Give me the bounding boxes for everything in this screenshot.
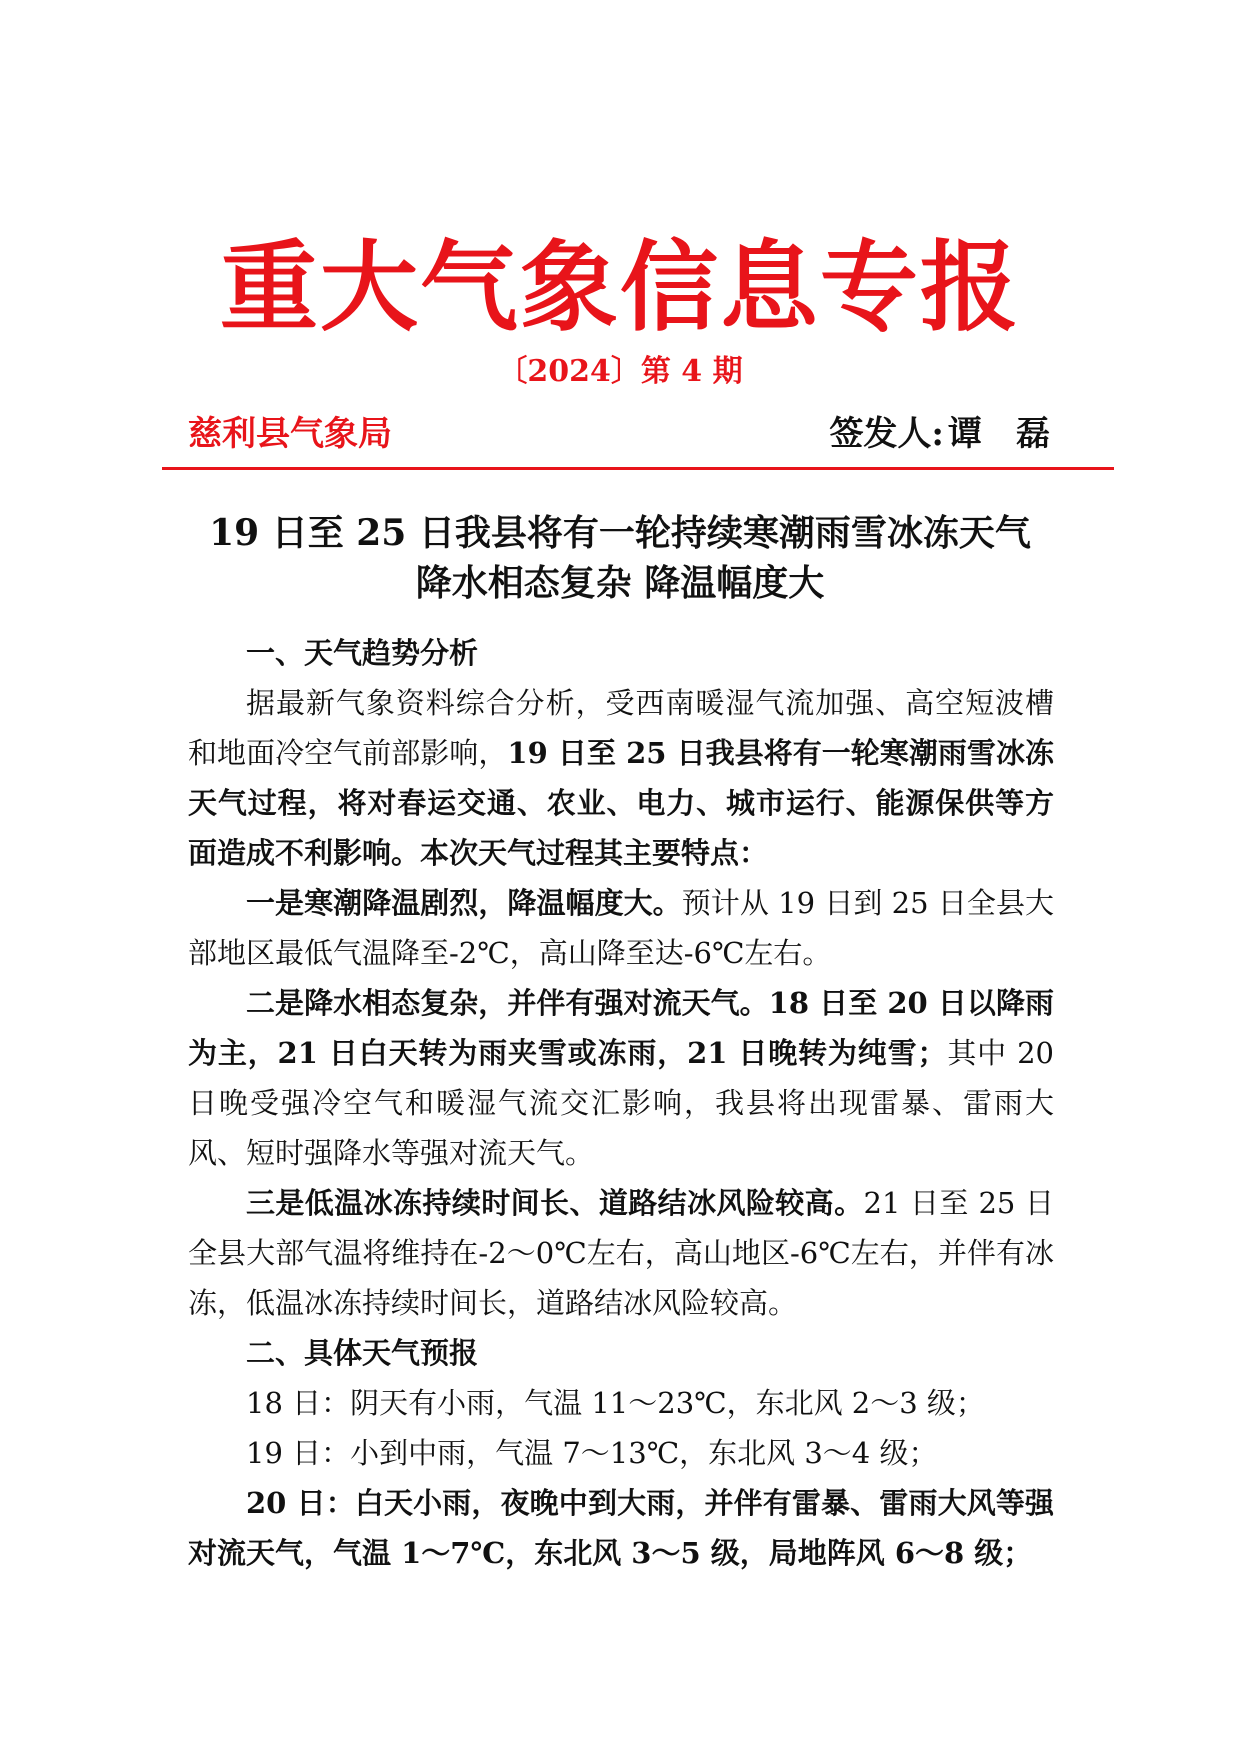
signer-name: 谭 磊	[948, 414, 1050, 454]
section-heading-trend: 一、天气趋势分析	[246, 636, 479, 670]
feature-2-title: 二是降水相态复杂，并伴有强对流天气。18 日至 20 日以降雨为主，21 日白天转为雨夹雪或冻雨，21 日晚转为纯雪；	[188, 986, 1054, 1070]
headline	[0, 508, 1240, 608]
paragraph-overview	[188, 678, 1054, 878]
feature-1-title: 一是寒潮降温剧烈，降温幅度大。	[246, 886, 682, 920]
header-divider	[162, 467, 1114, 470]
feature-1-text: 预计从 19 日到 25 日全县大部地区最低气温降至-2℃，高山降至达-6℃左右。	[188, 886, 1054, 970]
paragraph-feature-1	[188, 878, 1054, 978]
report-title: 重大气象信息专报	[219, 231, 1020, 345]
feature-2-text: 其中 20 日晚受强冷空气和暖湿气流交汇影响，我县将出现雷暴、雷雨大风、短时强降水等强对流天气。	[188, 1036, 1055, 1170]
section-heading-forecast: 二、具体天气预报	[246, 1336, 479, 1370]
signer-label: 签发人:	[829, 414, 944, 454]
signer	[829, 412, 1050, 456]
forecast-day-19: 19 日：小到中雨，气温 7～13℃，东北风 3～4 级；	[246, 1436, 938, 1470]
overview-key-statement: 19 日至 25 日我县将有一轮寒潮雨雪冰冻天气过程，将对春运交通、农业、电力、城市运行、能源保供等方面造成不利影响。	[188, 736, 1054, 870]
headline-line-2: 降水相态复杂 降温幅度大	[415, 562, 825, 604]
feature-3-title: 三是低温冰冻持续时间长、道路结冰风险较高。	[246, 1186, 864, 1220]
feature-3-text: 21 日至 25 日全县大部气温将维持在-2～0℃左右，高山地区-6℃左右，并伴有冰冻，低温冰冻持续时间长，道路结冰风险较高。	[188, 1186, 1054, 1320]
issuing-agency: 慈利县气象局	[188, 414, 392, 454]
forecast-day-18: 18 日：阴天有小雨，气温 11～23℃，东北风 2～3 级；	[246, 1386, 985, 1420]
overview-features-lead: 本次天气过程其主要特点：	[420, 836, 769, 870]
paragraph-feature-3	[188, 1178, 1054, 1328]
forecast-day-20: 20 日：白天小雨，夜晚中到大雨，并伴有雷暴、雷雨大风等强对流天气，气温 1～7℃，东北风 3～5 级，局地阵风 6～8 级；	[188, 1486, 1054, 1570]
overview-intro: 据最新气象资料综合分析，受西南暖湿气流加强、高空短波槽和地面冷空气前部影响，	[188, 686, 1054, 770]
report-body	[188, 628, 1054, 1578]
paragraph-feature-2	[188, 978, 1054, 1178]
headline-line-1: 19 日至 25 日我县将有一轮持续寒潮雨雪冰冻天气	[209, 512, 1031, 554]
issue-number: 〔2024〕第 4 期	[497, 354, 743, 389]
